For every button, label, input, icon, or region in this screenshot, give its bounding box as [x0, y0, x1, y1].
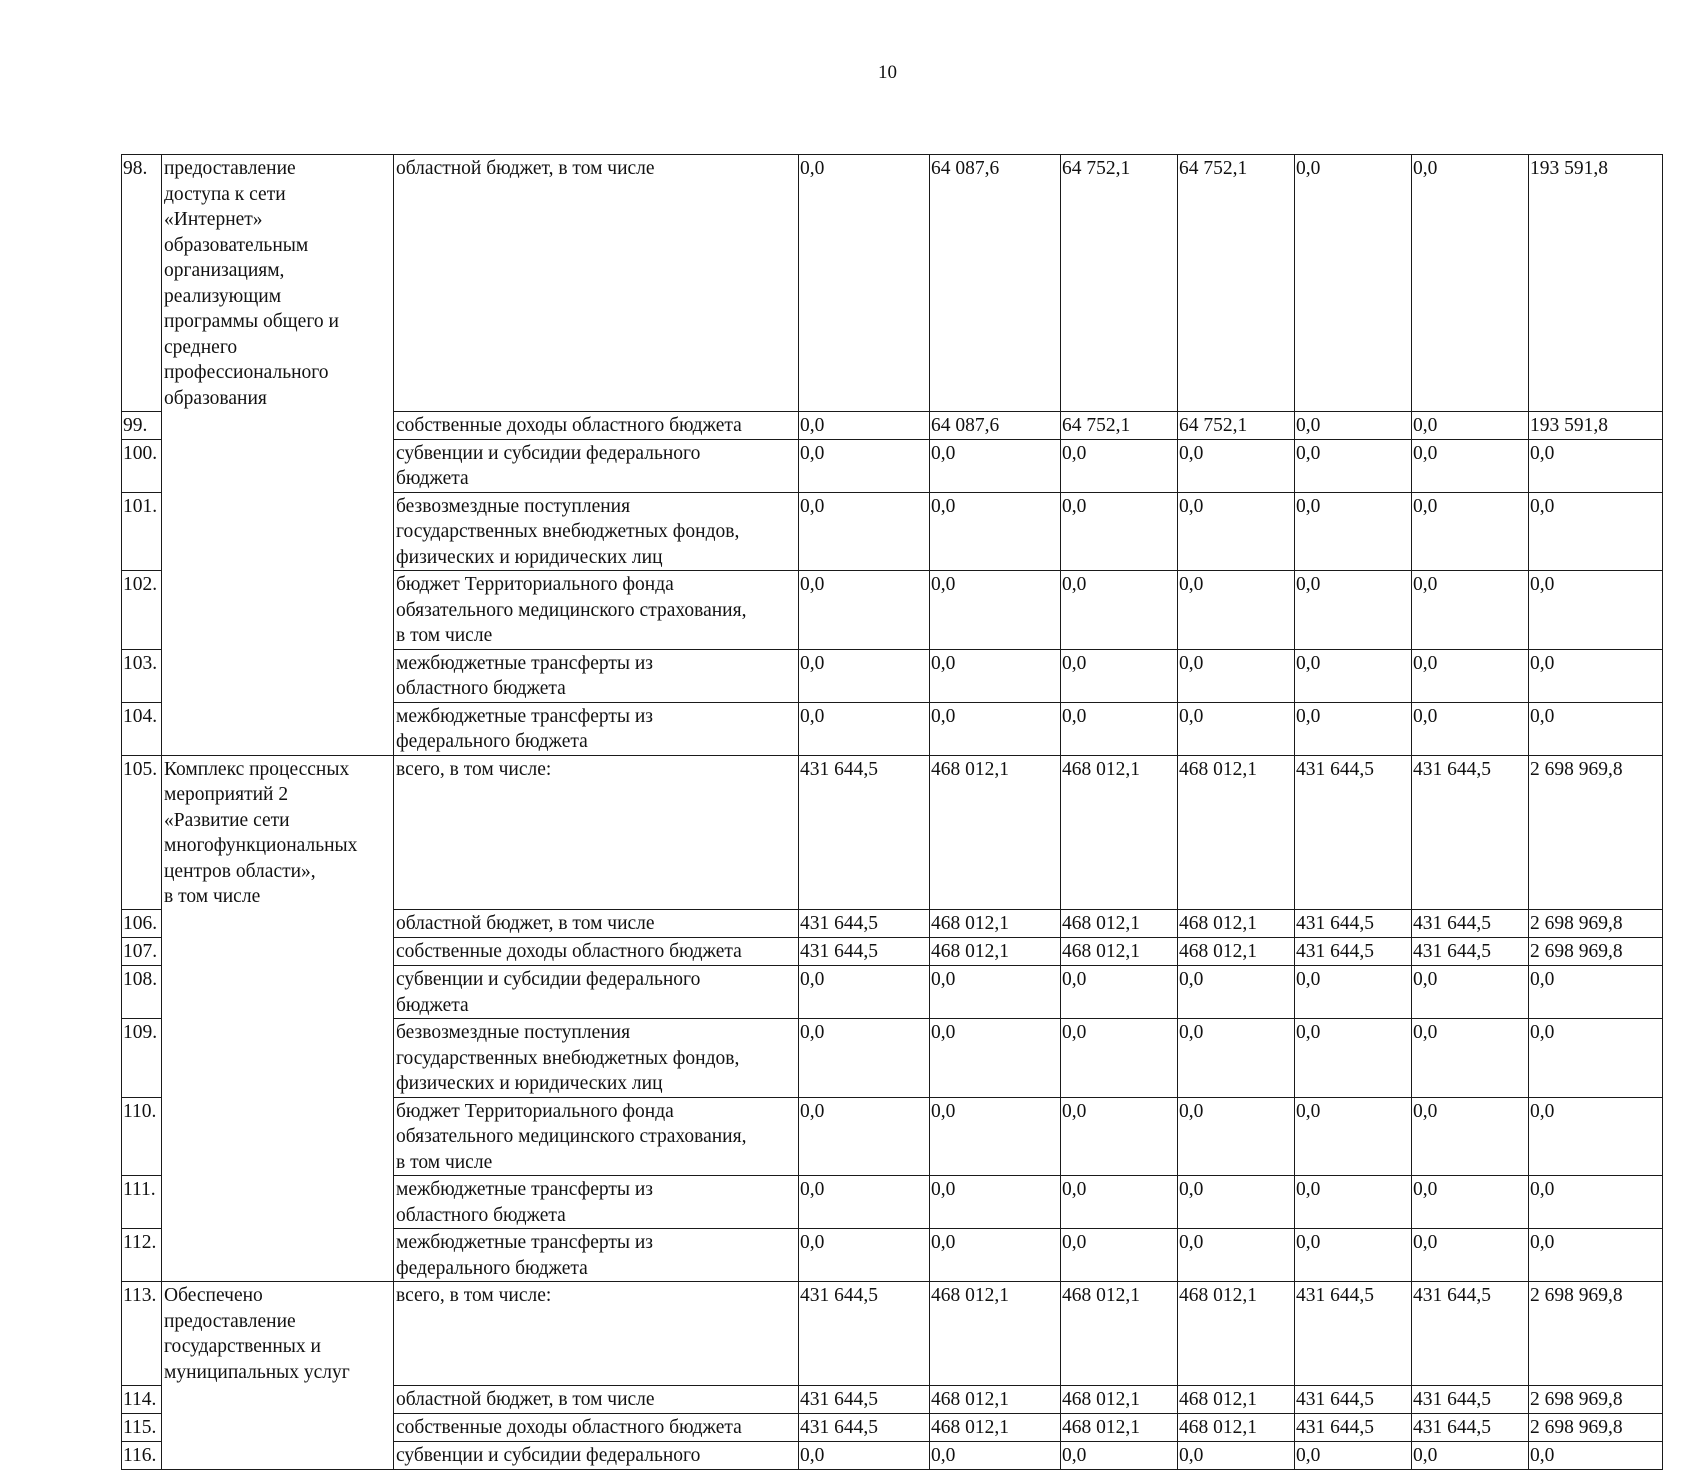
- amount-cell: 0,0: [799, 1176, 930, 1229]
- measure-name: [162, 1019, 394, 1098]
- amount-cell: 0,0: [1412, 1176, 1529, 1229]
- funding-source: субвенции и субсидии федерального бюджета: [394, 966, 799, 1019]
- table-row: [122, 439, 1663, 492]
- amount-cell: 0,0: [1412, 1097, 1529, 1176]
- amount-cell: 64 752,1: [1178, 411, 1295, 439]
- measure-name: Комплекс процессных мероприятий 2 «Развитие сети многофункциональных центров области», в том числе: [162, 755, 394, 910]
- amount-cell: 0,0: [799, 649, 930, 702]
- amount-cell: 431 644,5: [1412, 1385, 1529, 1413]
- amount-cell: 468 012,1: [1178, 938, 1295, 966]
- amount-cell: 0,0: [1529, 439, 1663, 492]
- table-row: [122, 966, 1663, 1019]
- row-number: 116.: [122, 1441, 162, 1469]
- amount-cell: 64 752,1: [1178, 155, 1295, 412]
- amount-cell: 0,0: [930, 492, 1061, 571]
- amount-cell: 0,0: [1412, 649, 1529, 702]
- measure-name: [162, 938, 394, 966]
- measure-name: [162, 1441, 394, 1469]
- table-row: [122, 1229, 1663, 1282]
- amount-cell: 0,0: [1295, 571, 1412, 650]
- amount-cell: 0,0: [1178, 1176, 1295, 1229]
- measure-name: [162, 649, 394, 702]
- row-number: 104.: [122, 702, 162, 755]
- amount-cell: 0,0: [930, 1097, 1061, 1176]
- amount-cell: 468 012,1: [930, 1413, 1061, 1441]
- amount-cell: 431 644,5: [799, 938, 930, 966]
- budget-table-body: [122, 155, 1663, 1470]
- amount-cell: 0,0: [1178, 1441, 1295, 1469]
- amount-cell: 431 644,5: [799, 1282, 930, 1386]
- row-number: 108.: [122, 966, 162, 1019]
- amount-cell: 64 087,6: [930, 155, 1061, 412]
- amount-cell: 0,0: [1412, 439, 1529, 492]
- amount-cell: 0,0: [1178, 649, 1295, 702]
- row-number: 98.: [122, 155, 162, 412]
- amount-cell: 0,0: [1178, 966, 1295, 1019]
- amount-cell: 0,0: [1295, 1097, 1412, 1176]
- funding-source: областной бюджет, в том числе: [394, 1385, 799, 1413]
- row-number: 101.: [122, 492, 162, 571]
- amount-cell: 0,0: [1529, 571, 1663, 650]
- row-number: 106.: [122, 910, 162, 938]
- amount-cell: 0,0: [930, 571, 1061, 650]
- amount-cell: 0,0: [1529, 1229, 1663, 1282]
- funding-source: межбюджетные трансферты из федерального бюджета: [394, 702, 799, 755]
- table-row: [122, 1019, 1663, 1098]
- row-number: 110.: [122, 1097, 162, 1176]
- measure-name: [162, 571, 394, 650]
- amount-cell: 0,0: [1295, 1019, 1412, 1098]
- amount-cell: 0,0: [1529, 492, 1663, 571]
- amount-cell: 0,0: [1061, 1176, 1178, 1229]
- amount-cell: 0,0: [1529, 1441, 1663, 1469]
- table-row: [122, 571, 1663, 650]
- funding-source: субвенции и субсидии федерального: [394, 1441, 799, 1469]
- amount-cell: 0,0: [1529, 1097, 1663, 1176]
- amount-cell: 468 012,1: [1178, 755, 1295, 910]
- amount-cell: 0,0: [799, 702, 930, 755]
- amount-cell: 431 644,5: [799, 910, 930, 938]
- amount-cell: 0,0: [1412, 492, 1529, 571]
- measure-name: предоставление доступа к сети «Интернет» образовательным организациям, реализующим программы общего и среднего профессионального образования: [162, 155, 394, 412]
- amount-cell: 431 644,5: [1295, 910, 1412, 938]
- table-row: [122, 1097, 1663, 1176]
- amount-cell: 468 012,1: [1061, 938, 1178, 966]
- amount-cell: 0,0: [930, 1019, 1061, 1098]
- measure-name: [162, 1097, 394, 1176]
- amount-cell: 431 644,5: [1412, 938, 1529, 966]
- amount-cell: 2 698 969,8: [1529, 1413, 1663, 1441]
- funding-source: собственные доходы областного бюджета: [394, 938, 799, 966]
- table-row: [122, 1282, 1663, 1386]
- table-row: [122, 755, 1663, 910]
- measure-name: [162, 411, 394, 439]
- funding-source: безвозмездные поступления государственных внебюджетных фондов, физических и юридических лиц: [394, 1019, 799, 1098]
- amount-cell: 0,0: [1412, 702, 1529, 755]
- row-number: 100.: [122, 439, 162, 492]
- amount-cell: 0,0: [1412, 571, 1529, 650]
- amount-cell: 0,0: [930, 966, 1061, 1019]
- amount-cell: 0,0: [1295, 155, 1412, 412]
- table-row: [122, 492, 1663, 571]
- amount-cell: 431 644,5: [799, 1413, 930, 1441]
- amount-cell: 0,0: [799, 1229, 930, 1282]
- amount-cell: 0,0: [799, 492, 930, 571]
- table-row: [122, 910, 1663, 938]
- amount-cell: 431 644,5: [1295, 1282, 1412, 1386]
- amount-cell: 0,0: [1412, 1441, 1529, 1469]
- amount-cell: 468 012,1: [1061, 755, 1178, 910]
- amount-cell: 0,0: [799, 155, 930, 412]
- amount-cell: 0,0: [1295, 1176, 1412, 1229]
- table-row: [122, 649, 1663, 702]
- amount-cell: 0,0: [1178, 571, 1295, 650]
- table-row: [122, 411, 1663, 439]
- amount-cell: 431 644,5: [1295, 1385, 1412, 1413]
- amount-cell: 0,0: [1412, 1019, 1529, 1098]
- funding-source: областной бюджет, в том числе: [394, 910, 799, 938]
- measure-name: Обеспечено предоставление государственных и муниципальных услуг: [162, 1282, 394, 1386]
- amount-cell: 0,0: [1178, 492, 1295, 571]
- amount-cell: 431 644,5: [799, 755, 930, 910]
- amount-cell: 0,0: [1412, 411, 1529, 439]
- amount-cell: 0,0: [930, 1441, 1061, 1469]
- amount-cell: 431 644,5: [1295, 1413, 1412, 1441]
- funding-source: областной бюджет, в том числе: [394, 155, 799, 412]
- row-number: 105.: [122, 755, 162, 910]
- amount-cell: 468 012,1: [1061, 1282, 1178, 1386]
- amount-cell: 0,0: [1295, 966, 1412, 1019]
- amount-cell: 431 644,5: [1412, 1282, 1529, 1386]
- page-number: 10: [878, 62, 897, 83]
- funding-source: субвенции и субсидии федерального бюджета: [394, 439, 799, 492]
- amount-cell: 0,0: [1061, 1441, 1178, 1469]
- table-row: [122, 1385, 1663, 1413]
- funding-source: собственные доходы областного бюджета: [394, 411, 799, 439]
- funding-source: бюджет Территориального фонда обязательного медицинского страхования, в том числе: [394, 571, 799, 650]
- amount-cell: 468 012,1: [1061, 1385, 1178, 1413]
- budget-table-container: [121, 154, 1663, 1470]
- measure-name: [162, 439, 394, 492]
- amount-cell: 431 644,5: [1412, 910, 1529, 938]
- funding-source: бюджет Территориального фонда обязательного медицинского страхования, в том числе: [394, 1097, 799, 1176]
- amount-cell: 193 591,8: [1529, 411, 1663, 439]
- row-number: 102.: [122, 571, 162, 650]
- amount-cell: 0,0: [930, 649, 1061, 702]
- table-row: [122, 1441, 1663, 1469]
- amount-cell: 0,0: [799, 1019, 930, 1098]
- amount-cell: 2 698 969,8: [1529, 910, 1663, 938]
- table-row: [122, 1176, 1663, 1229]
- funding-source: безвозмездные поступления государственных внебюджетных фондов, физических и юридических лиц: [394, 492, 799, 571]
- amount-cell: 64 752,1: [1061, 411, 1178, 439]
- amount-cell: 0,0: [1295, 1441, 1412, 1469]
- row-number: 99.: [122, 411, 162, 439]
- measure-name: [162, 1413, 394, 1441]
- amount-cell: 0,0: [1412, 1229, 1529, 1282]
- table-row: [122, 702, 1663, 755]
- measure-name: [162, 1176, 394, 1229]
- funding-source: межбюджетные трансферты из федерального бюджета: [394, 1229, 799, 1282]
- measure-name: [162, 492, 394, 571]
- amount-cell: 0,0: [1061, 571, 1178, 650]
- amount-cell: 0,0: [1061, 649, 1178, 702]
- amount-cell: 2 698 969,8: [1529, 755, 1663, 910]
- measure-name: [162, 1229, 394, 1282]
- amount-cell: 468 012,1: [1178, 1413, 1295, 1441]
- amount-cell: 0,0: [1529, 966, 1663, 1019]
- amount-cell: 0,0: [1178, 1097, 1295, 1176]
- amount-cell: 0,0: [1529, 702, 1663, 755]
- funding-source: собственные доходы областного бюджета: [394, 1413, 799, 1441]
- table-row: [122, 1413, 1663, 1441]
- amount-cell: 193 591,8: [1529, 155, 1663, 412]
- amount-cell: 64 087,6: [930, 411, 1061, 439]
- amount-cell: 468 012,1: [930, 1282, 1061, 1386]
- amount-cell: 468 012,1: [1178, 910, 1295, 938]
- amount-cell: 0,0: [1295, 492, 1412, 571]
- amount-cell: 0,0: [1295, 1229, 1412, 1282]
- amount-cell: 2 698 969,8: [1529, 938, 1663, 966]
- amount-cell: 0,0: [1412, 966, 1529, 1019]
- amount-cell: 0,0: [1295, 702, 1412, 755]
- amount-cell: 0,0: [799, 439, 930, 492]
- amount-cell: 0,0: [1178, 1229, 1295, 1282]
- amount-cell: 431 644,5: [799, 1385, 930, 1413]
- amount-cell: 468 012,1: [930, 910, 1061, 938]
- row-number: 103.: [122, 649, 162, 702]
- amount-cell: 468 012,1: [930, 755, 1061, 910]
- amount-cell: 431 644,5: [1412, 755, 1529, 910]
- amount-cell: 431 644,5: [1412, 1413, 1529, 1441]
- measure-name: [162, 702, 394, 755]
- amount-cell: 0,0: [1529, 1019, 1663, 1098]
- table-row: [122, 938, 1663, 966]
- amount-cell: 0,0: [930, 702, 1061, 755]
- amount-cell: 0,0: [799, 411, 930, 439]
- amount-cell: 64 752,1: [1061, 155, 1178, 412]
- amount-cell: 0,0: [1061, 702, 1178, 755]
- table-row: [122, 155, 1663, 412]
- amount-cell: 0,0: [799, 1441, 930, 1469]
- amount-cell: 0,0: [1529, 1176, 1663, 1229]
- row-number: 111.: [122, 1176, 162, 1229]
- amount-cell: 0,0: [930, 1176, 1061, 1229]
- amount-cell: 0,0: [1061, 1019, 1178, 1098]
- row-number: 113.: [122, 1282, 162, 1386]
- measure-name: [162, 910, 394, 938]
- row-number: 112.: [122, 1229, 162, 1282]
- amount-cell: 0,0: [1295, 649, 1412, 702]
- amount-cell: 0,0: [1178, 439, 1295, 492]
- amount-cell: 2 698 969,8: [1529, 1385, 1663, 1413]
- amount-cell: 0,0: [930, 439, 1061, 492]
- amount-cell: 0,0: [1061, 1229, 1178, 1282]
- row-number: 107.: [122, 938, 162, 966]
- amount-cell: 468 012,1: [1178, 1282, 1295, 1386]
- amount-cell: 0,0: [1295, 411, 1412, 439]
- amount-cell: 468 012,1: [1061, 1413, 1178, 1441]
- amount-cell: 0,0: [799, 571, 930, 650]
- amount-cell: 0,0: [1061, 492, 1178, 571]
- amount-cell: 0,0: [930, 1229, 1061, 1282]
- amount-cell: 431 644,5: [1295, 938, 1412, 966]
- amount-cell: 0,0: [799, 966, 930, 1019]
- amount-cell: 0,0: [1295, 439, 1412, 492]
- amount-cell: 0,0: [1412, 155, 1529, 412]
- amount-cell: 2 698 969,8: [1529, 1282, 1663, 1386]
- funding-source: всего, в том числе:: [394, 755, 799, 910]
- amount-cell: 468 012,1: [1061, 910, 1178, 938]
- amount-cell: 0,0: [1178, 702, 1295, 755]
- funding-source: межбюджетные трансферты из областного бюджета: [394, 649, 799, 702]
- amount-cell: 0,0: [1061, 966, 1178, 1019]
- funding-source: межбюджетные трансферты из областного бюджета: [394, 1176, 799, 1229]
- budget-table: [121, 154, 1663, 1470]
- measure-name: [162, 966, 394, 1019]
- funding-source: всего, в том числе:: [394, 1282, 799, 1386]
- amount-cell: 468 012,1: [930, 938, 1061, 966]
- amount-cell: 0,0: [1178, 1019, 1295, 1098]
- amount-cell: 0,0: [1061, 1097, 1178, 1176]
- amount-cell: 0,0: [799, 1097, 930, 1176]
- row-number: 115.: [122, 1413, 162, 1441]
- amount-cell: 431 644,5: [1295, 755, 1412, 910]
- measure-name: [162, 1385, 394, 1413]
- amount-cell: 0,0: [1061, 439, 1178, 492]
- amount-cell: 468 012,1: [930, 1385, 1061, 1413]
- amount-cell: 468 012,1: [1178, 1385, 1295, 1413]
- row-number: 109.: [122, 1019, 162, 1098]
- amount-cell: 0,0: [1529, 649, 1663, 702]
- row-number: 114.: [122, 1385, 162, 1413]
